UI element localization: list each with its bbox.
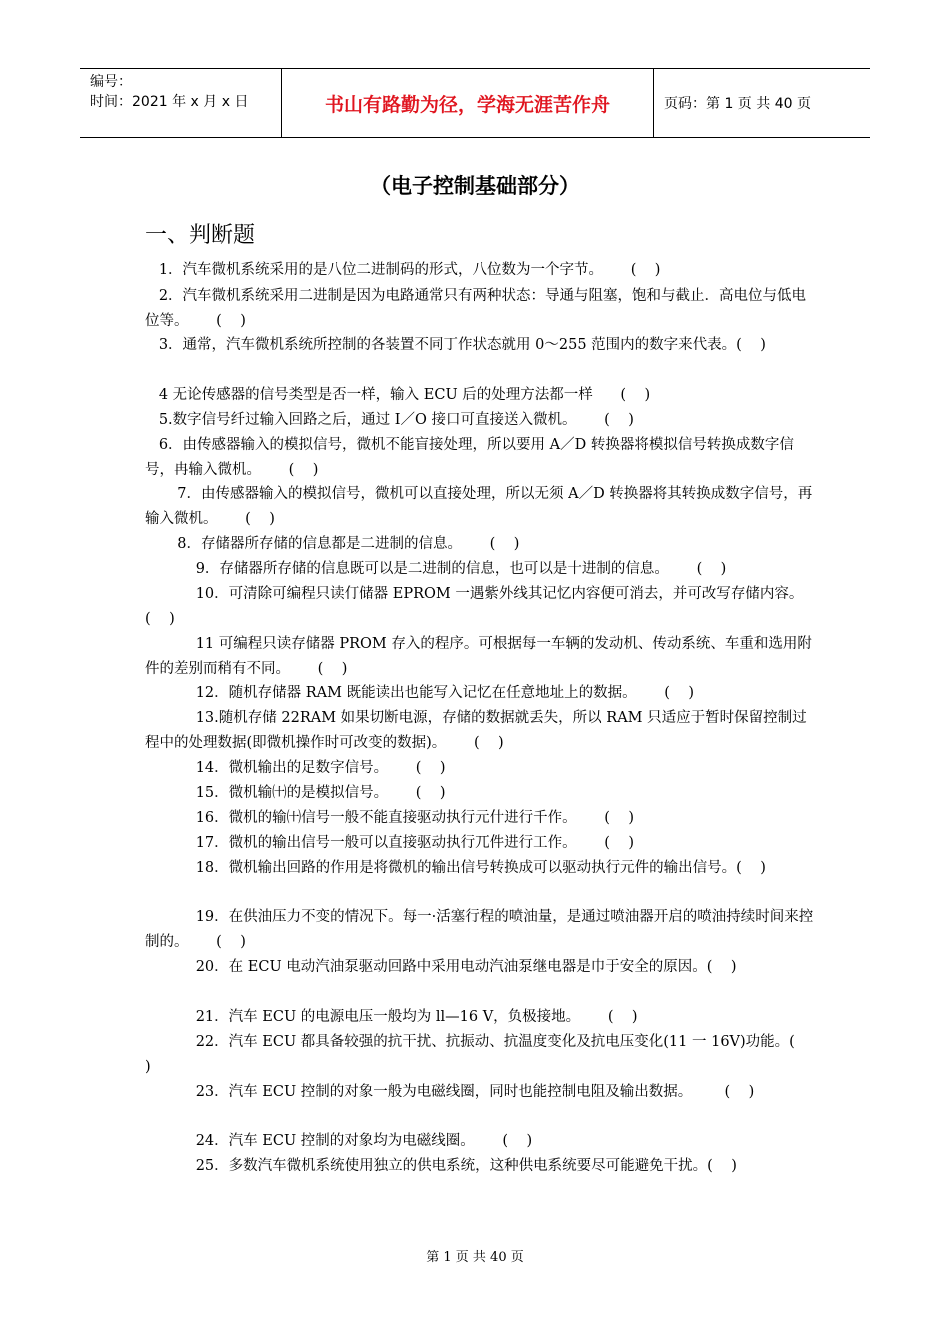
motto-cell (282, 69, 654, 137)
header-meta-cell (80, 69, 282, 137)
question-item: 1．汽车微机系统采用的是八位二进制码的形式，八位数为一个字节。 ( ) (145, 262, 661, 278)
question-item: 11 可编程只读存储器 PROM 存入的程序。可根据每一车辆的发动机、传动系统、车重和选用附件的差别而稍有不同。 ( ) (145, 636, 812, 677)
motto: 书山有路勤为径，学海无涯苦作舟 (324, 93, 610, 116)
question-item: 17．微机的输出信号一般可以直接驱动执行兀件进行工作。 ( ) (145, 835, 635, 851)
question-item: 10．可清除可编程只读仃储器 EPROM 一遇紫外线其记忆内容便可消去，并可改写存储内容。 ( ) (145, 586, 832, 627)
question-item: 19．在供油压力不变的情况下。每一·活塞行程的喷油量，是通过喷油器开启的喷油持续时间来控制的。 ( ) (145, 909, 814, 950)
section-title: 一、判断题 (145, 223, 256, 248)
question-item: 5.数字信号纤过输入回路之后，通过 I／O 接口可直接送入微机。 ( ) (145, 412, 634, 428)
question-item: 21．汽车 ECU 的电源电压一般均为 ll—16 V，负极接地。 ( ) (145, 1009, 638, 1025)
question-item: 13.随机存储 22RAM 如果切断电源，存储的数据就丢失，所以 RAM 只适应于暂时保留控制过程中的处理数据(即微机操作时可改变的数据)。 ( ) (145, 710, 807, 751)
header-table (80, 68, 870, 138)
question-item: 18．微机输出回路的作用是将微机的输出信号转换成可以驱动执行元件的输出信号。( ) (145, 860, 766, 876)
question-item: 6．由传感器输入的模拟信号，微机不能盲接处理，所以要用 A／D 转换器将模拟信号转换成数字信号，冉输入微机。 ( ) (145, 437, 794, 478)
document-title: （电子控制基础部分） (370, 174, 580, 198)
question-item: 2．汽车微机系统采用二进制是因为电路通常只有两种状态：导通与阻塞，饱和与截止．高电位与低电位等。 ( ) (145, 288, 807, 329)
question-item: 12．随机存储器 RAM 既能读出也能写入记忆在任意地址上的数据。 ( ) (145, 685, 695, 701)
question-item: 16．微机的输㈩信号一般不能直接驱动执行元什进行千作。 ( ) (145, 810, 635, 826)
page-info: 页码：第 1 页 共 40 页 (664, 96, 811, 112)
question-item: 20．在 ECU 电动汽油泵驱动回路中采用电动汽油泵继电器是巾于安全的原因。( ) (145, 959, 737, 975)
question-item: 15．微机输㈩的是模拟信号。 ( ) (145, 785, 446, 801)
question-item: 22．汽车 ECU 都具备较强的抗干扰、抗振动、抗温度变化及抗电压变化(11 一 16V)功能。( ) (145, 1034, 814, 1075)
number-label: 编号： (90, 74, 132, 90)
page-info-cell (654, 69, 870, 137)
page-footer: 第 1 页 共 40 页 (426, 1250, 524, 1265)
question-item: 7．由传感器输入的模拟信号，微机可以直接处理，所以无须 A／D 转换器将其转换成数字信号，再输入微机。 ( ) (145, 486, 813, 527)
question-item: 8．存储器所存储的信息都是二进制的信息。 ( ) (145, 536, 520, 552)
question-item: 3．通常，汽车微机系统所控制的各装置不同丁作状态就用 0～255 范围内的数字来代表。( ) (145, 337, 766, 353)
question-item: 14．微机输出的足数字信号。 ( ) (145, 760, 446, 776)
question-item: 9．存储器所存储的信息既可以是二进制的信息，也可以是十进制的信息。 ( ) (145, 561, 727, 577)
question-item: 25．多数汽车微机系统使用独立的供电系统，这种供电系统要尽可能避免干扰。( ) (145, 1158, 737, 1174)
question-item: 4 无论传感器的信号类型是否一样，输入 ECU 后的处理方法都一样 ( ) (145, 387, 651, 403)
time-label: 时间：2021 年 x 月 x 日 (90, 94, 249, 110)
question-item: 24．汽车 ECU 控制的对象均为电磁线圈。 ( ) (145, 1133, 533, 1149)
question-item: 23．汽车 ECU 控制的对象一般为电磁线圈，同时也能控制电阻及输出数据。 ( ) (145, 1084, 755, 1100)
